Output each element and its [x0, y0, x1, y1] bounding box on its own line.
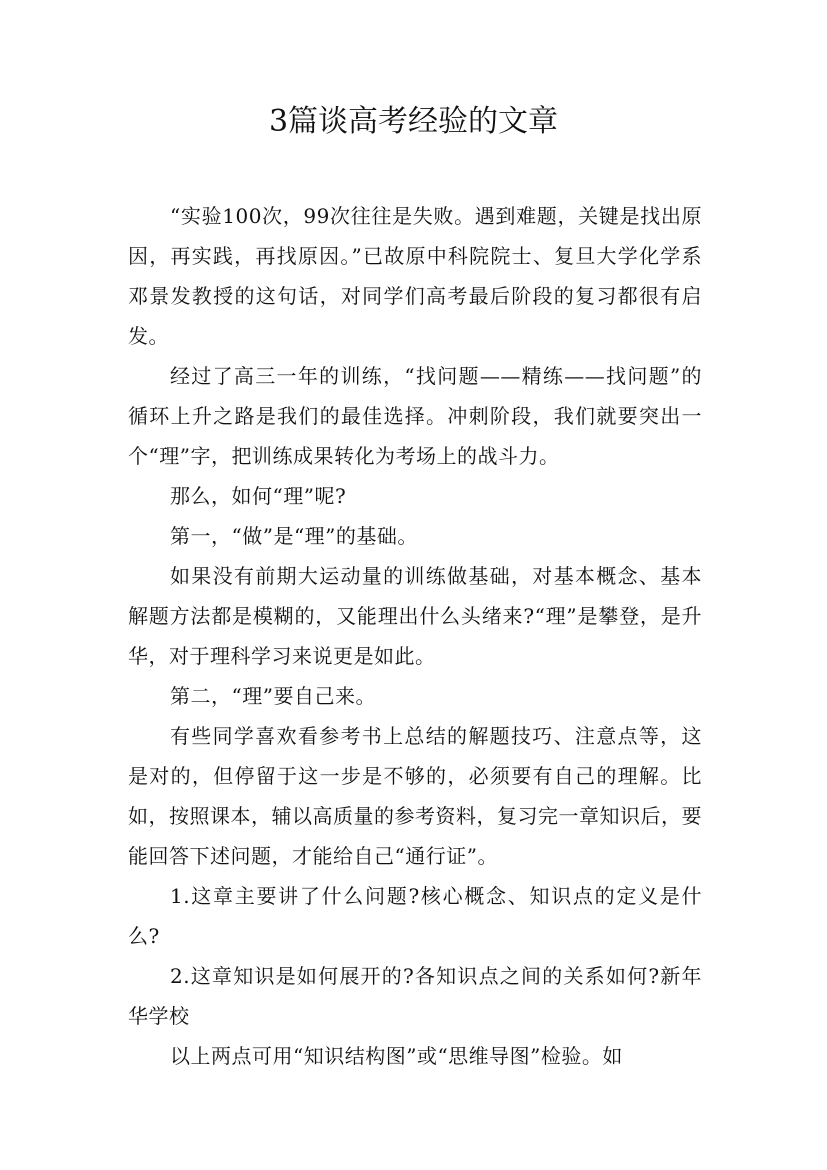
paragraph-quote: “实验100次，99次往往是失败。遇到难题，关键是找出原因，再实践，再找原因。”已故原中科院院士、复旦大学化学系邓景发教授的这句话，对同学们高考最后阶段的复习都很有启发。: [128, 204, 702, 348]
document-title: 3篇谈高考经验的文章: [268, 104, 559, 139]
paragraph-training: 经过了高三一年的训练，“找问题——精练——找问题”的循环上升之路是我们的最佳选择。冲刺阶段，我们就要突出一个“理”字，把训练成果转化为考场上的战斗力。: [128, 364, 702, 468]
paragraph-check: 以上两点可用“知识结构图”或“思维导图”检验。如: [170, 1044, 623, 1068]
paragraph-point-one: 第一，“做”是“理”的基础。: [170, 524, 418, 548]
paragraph-point-two: 第二，“理”要自己来。: [170, 684, 376, 708]
document-body: [128, 196, 702, 1076]
paragraph-understanding: 有些同学喜欢看参考书上总结的解题技巧、注意点等，这是对的，但停留于这一步是不够的，必须要有自己的理解。比如，按照课本，辅以高质量的参考资料，复习完一章知识后，要能回答下述问题，才能给自己“通行证”。: [128, 724, 702, 868]
paragraph-item-1: 1.这章主要讲了什么问题?核心概念、知识点的定义是什么?: [128, 884, 702, 948]
paragraph-foundation: 如果没有前期大运动量的训练做基础，对基本概念、基本解题方法都是模糊的，又能理出什么头绪来?“理”是攀登，是升华，对于理科学习来说更是如此。: [128, 564, 702, 668]
paragraph-item-2: 2.这章知识是如何展开的?各知识点之间的关系如何?新年华学校: [128, 964, 702, 1028]
paragraph-question: 那么，如何“理”呢?: [170, 484, 347, 508]
